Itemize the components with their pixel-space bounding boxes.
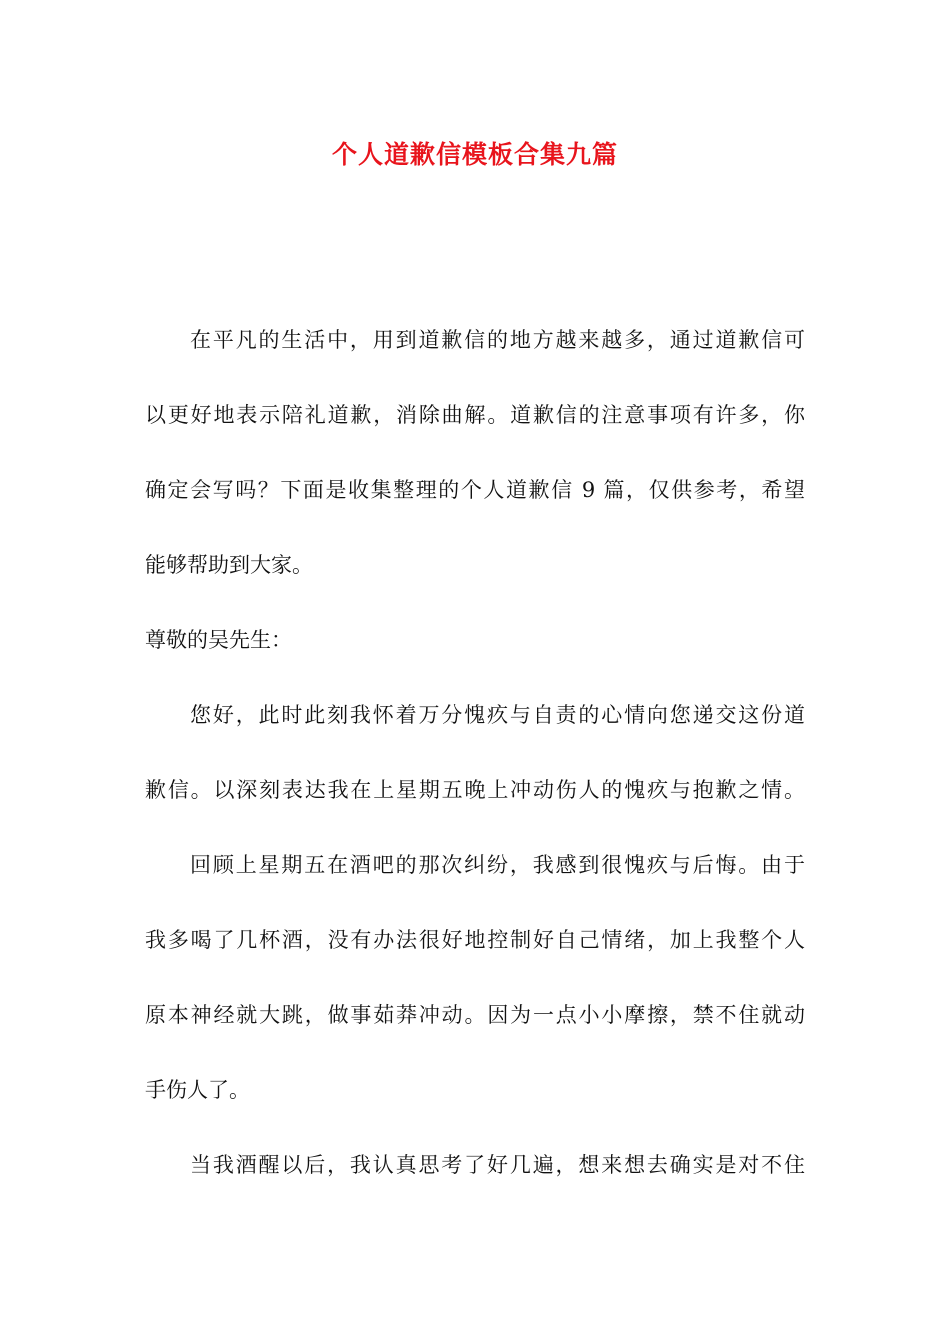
paragraph-line: 我多喝了几杯酒，没有办法很好地控制好自己情绪，加上我整个人 <box>145 928 805 952</box>
paragraph-line: 歉信。以深刻表达我在上星期五晚上冲动伤人的愧疚与抱歉之情。 <box>145 778 805 802</box>
paragraph-line: 原本神经就大跳，做事茹莽冲动。因为一点小小摩擦，禁不住就动 <box>145 1003 805 1027</box>
paragraph-line: 确定会写吗？下面是收集整理的个人道歉信 9 篇，仅供参考，希望 <box>145 478 805 502</box>
paragraph-line: 在平凡的生活中，用到道歉信的地方越来越多，通过道歉信可 <box>190 328 805 352</box>
paragraph-line: 回顾上星期五在酒吧的那次纠纷，我感到很愧疚与后悔。由于 <box>190 853 805 877</box>
paragraph-line: 以更好地表示陪礼道歉，消除曲解。道歉信的注意事项有许多，你 <box>145 403 805 427</box>
paragraph-line: 手伤人了。 <box>145 1078 250 1102</box>
salutation: 尊敬的吴先生： <box>145 628 292 652</box>
paragraph-line: 能够帮助到大家。 <box>145 553 313 577</box>
paragraph-line: 您好，此时此刻我怀着万分愧疚与自责的心情向您递交这份道 <box>190 703 805 727</box>
document-title: 个人道歉信模板合集九篇 <box>331 140 618 169</box>
paragraph-line: 当我酒醒以后，我认真思考了好几遍，想来想去确实是对不住 <box>190 1153 805 1177</box>
